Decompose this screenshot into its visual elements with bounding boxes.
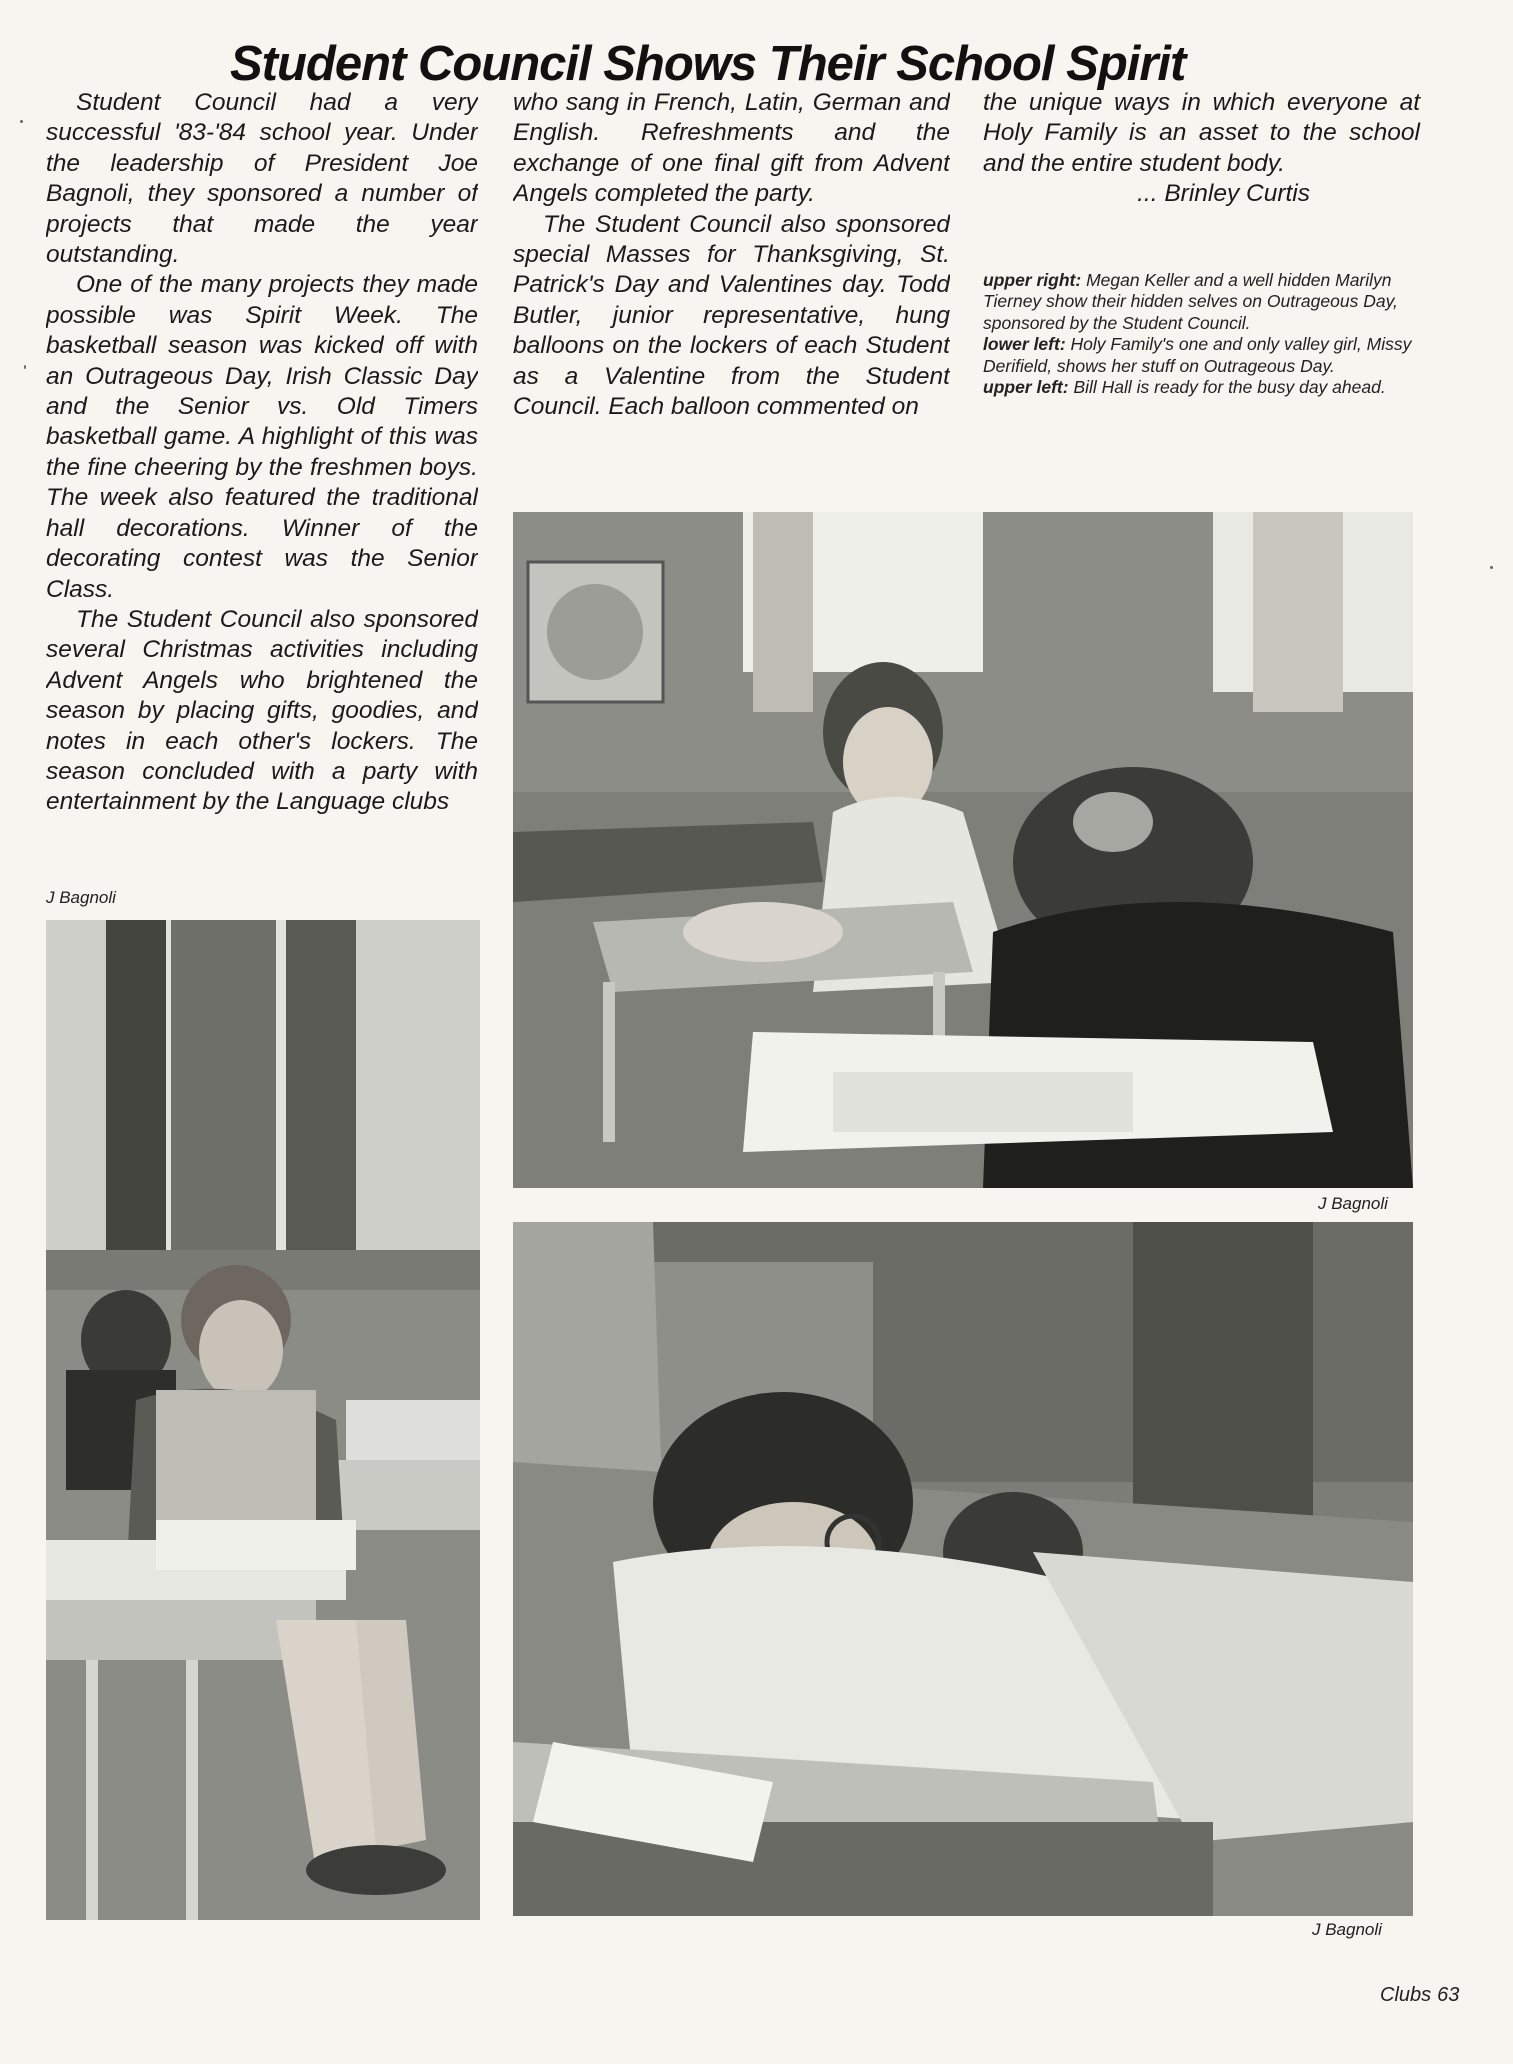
paragraph: the unique ways in which everyone at Holy Family is an asset to the school and the entire student body. <box>983 89 1420 177</box>
caption-label: upper left: <box>983 377 1069 398</box>
text-column-2 <box>513 88 950 488</box>
paper-speck <box>24 365 26 369</box>
paragraph: Student Council had a very successful '83-'84 school year. Under the leadership of President Joe Bagnoli, they sponsored a number of projects that made the year outstanding. <box>46 89 478 269</box>
caption-text: Bill Hall is ready for the busy day ahead. <box>1073 377 1386 398</box>
paragraph: who sang in French, Latin, German and English. Refreshments and the exchange of one final gift from Advent Angels completed the party. <box>513 89 950 208</box>
text-column-3 <box>983 88 1420 210</box>
photo-credit: J Bagnoli <box>1318 1194 1388 1213</box>
photo-credit: J Bagnoli <box>1312 1920 1382 1939</box>
photo-girl-at-desk <box>46 920 480 1920</box>
photo-students-outrageous-day <box>513 512 1413 1188</box>
text-column-1 <box>46 88 478 880</box>
page-footer <box>1380 1984 1459 2007</box>
caption-upper-right <box>983 270 1420 334</box>
photo-captions <box>983 270 1420 398</box>
photo-student-resting <box>513 1222 1413 1916</box>
article-title: Student Council Shows Their School Spirit <box>230 37 1186 91</box>
paper-speck <box>1490 566 1493 569</box>
photo-credit: J Bagnoli <box>46 888 116 907</box>
caption-lower-left <box>983 334 1420 377</box>
caption-label: lower left: <box>983 334 1066 355</box>
caption-label: upper right: <box>983 270 1082 290</box>
page-number: 63 <box>1437 1984 1460 2006</box>
paragraph: The Student Council also sponsored special Masses for Thanksgiving, St. Patrick's Day and Valentines day. Todd Butler, junior representative, hung balloons on the lockers of each Student as a Valentine from the Student Council. Each balloon commented on <box>513 210 950 421</box>
author-byline: ... Brinley Curtis <box>1137 180 1310 208</box>
caption-text: Holy Family's one and only valley girl, Missy Derifield, shows her stuff on Outrageous Day. <box>983 334 1412 376</box>
caption-text: Megan Keller and a well hidden Marilyn Tierney show their hidden selves on Outrageous Day, sponsored by the Student Council. <box>983 270 1398 333</box>
paper-speck <box>20 120 23 123</box>
paragraph: One of the many projects they made possible was Spirit Week. The basketball season was kicked off with an Outrageous Day, Irish Classic Day and the Senior vs. Old Timers basketball game. A highlight of this was the fine cheering by the freshmen boys. The week also featured the traditional hall decorations. Winner of the decorating contest was the Senior Class. <box>46 271 478 603</box>
paragraph: The Student Council also sponsored several Christmas activities including Advent Angels who brightened the season by placing gifts, goodies, and notes in each other's lockers. The season concluded with a party with entertainment by the Language clubs <box>46 605 478 816</box>
section-name: Clubs <box>1380 1984 1432 2006</box>
caption-upper-left <box>983 377 1420 398</box>
